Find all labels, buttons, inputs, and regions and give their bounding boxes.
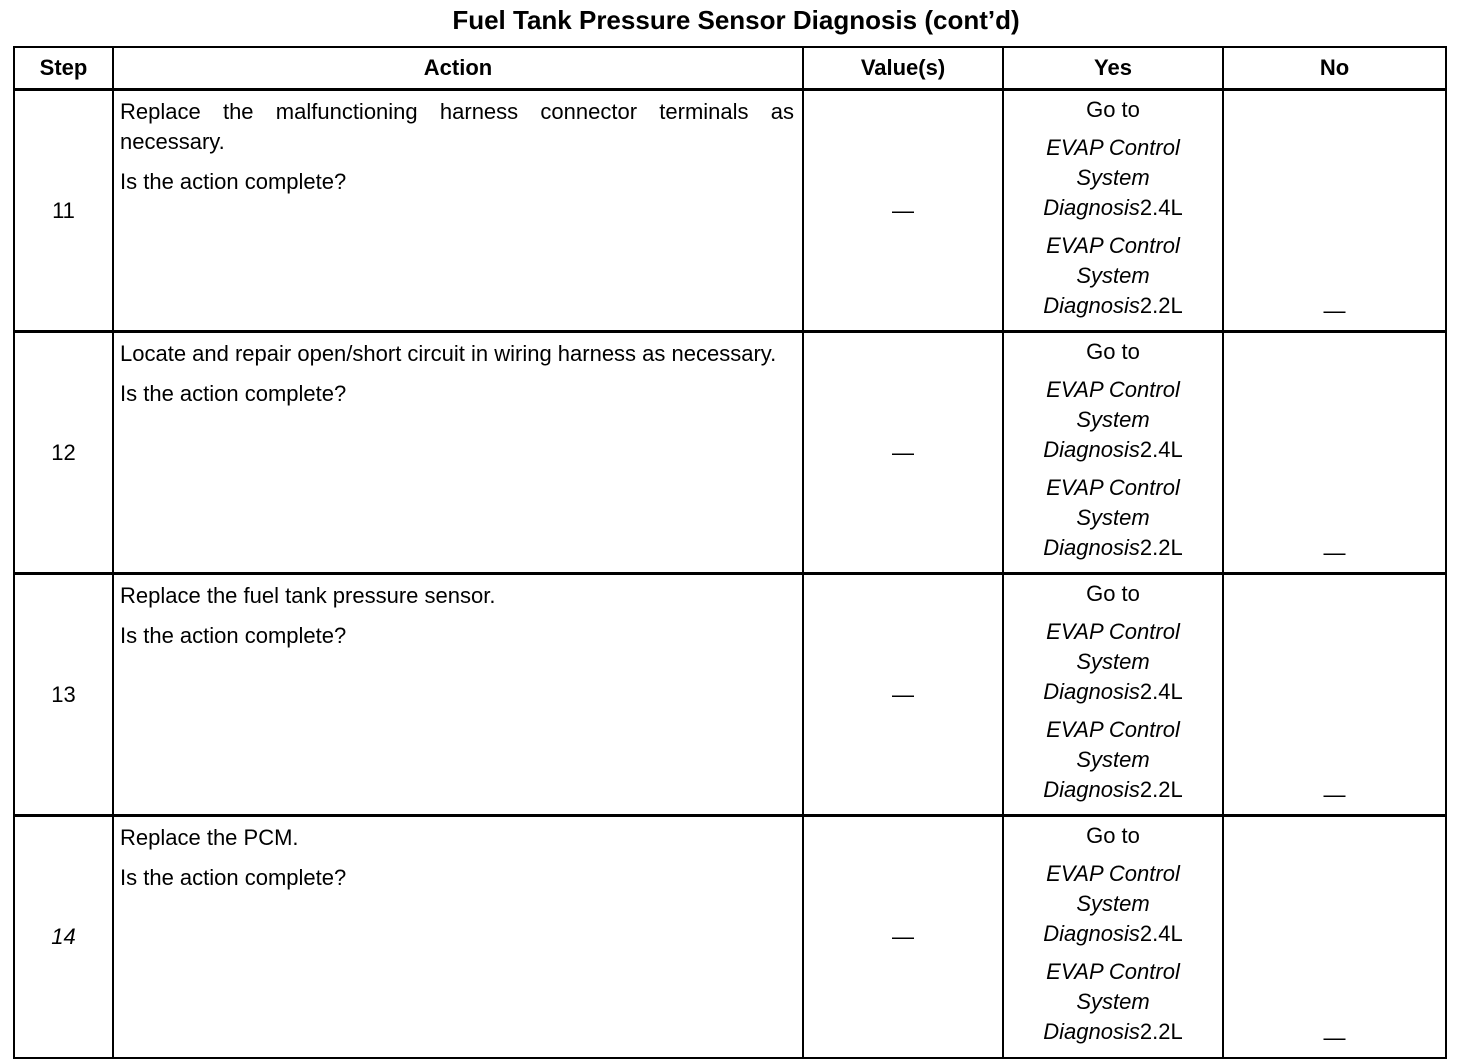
- yes-cell: [1003, 574, 1223, 816]
- evap-reference-link[interactable]: EVAP Control System Diagnosis2.4L: [1043, 861, 1183, 946]
- no-cell: —: [1223, 574, 1446, 816]
- yes-cell: [1003, 816, 1223, 1058]
- go-to-label: Go to: [1086, 97, 1140, 122]
- table-row: [14, 90, 1446, 332]
- column-header-no: No: [1223, 47, 1446, 90]
- no-cell: —: [1223, 816, 1446, 1058]
- go-to-label: Go to: [1086, 823, 1140, 848]
- evap-reference-link[interactable]: EVAP Control System Diagnosis2.4L: [1043, 619, 1183, 704]
- column-header-action: Action: [113, 47, 803, 90]
- value-cell: —: [803, 332, 1003, 574]
- table-header-row: [14, 47, 1446, 90]
- action-cell: [113, 332, 803, 574]
- evap-reference-link[interactable]: EVAP Control System Diagnosis2.2L: [1043, 475, 1183, 560]
- action-text: Replace the PCM.: [120, 825, 299, 850]
- step-number: 14: [14, 816, 113, 1058]
- table-row: [14, 574, 1446, 816]
- action-cell: [113, 90, 803, 332]
- yes-cell: [1003, 90, 1223, 332]
- no-cell: —: [1223, 90, 1446, 332]
- column-header-step: Step: [14, 47, 113, 90]
- go-to-label: Go to: [1086, 339, 1140, 364]
- step-number: 13: [14, 574, 113, 816]
- table-row: [14, 816, 1446, 1058]
- evap-reference-link[interactable]: EVAP Control System Diagnosis2.2L: [1043, 233, 1183, 318]
- table-row: [14, 332, 1446, 574]
- evap-reference-link[interactable]: EVAP Control System Diagnosis2.2L: [1043, 959, 1183, 1044]
- evap-reference-link[interactable]: EVAP Control System Diagnosis2.4L: [1043, 135, 1183, 220]
- go-to-label: Go to: [1086, 581, 1140, 606]
- step-number: 11: [14, 90, 113, 332]
- action-cell: [113, 816, 803, 1058]
- action-question: Is the action complete?: [120, 381, 347, 406]
- action-text: Replace the malfunctioning harness connector terminals as necessary.: [120, 99, 794, 154]
- diagnosis-table: [13, 46, 1447, 1059]
- value-cell: —: [803, 90, 1003, 332]
- action-text: Locate and repair open/short circuit in wiring harness as necessary.: [120, 341, 777, 366]
- action-question: Is the action complete?: [120, 865, 347, 890]
- no-cell: —: [1223, 332, 1446, 574]
- yes-cell: [1003, 332, 1223, 574]
- value-cell: —: [803, 816, 1003, 1058]
- step-number: 12: [14, 332, 113, 574]
- action-question: Is the action complete?: [120, 169, 347, 194]
- value-cell: —: [803, 574, 1003, 816]
- column-header-yes: Yes: [1003, 47, 1223, 90]
- page-title: Fuel Tank Pressure Sensor Diagnosis (cont’d): [452, 5, 1020, 35]
- evap-reference-link[interactable]: EVAP Control System Diagnosis2.4L: [1043, 377, 1183, 462]
- action-question: Is the action complete?: [120, 623, 347, 648]
- column-header-values: Value(s): [803, 47, 1003, 90]
- evap-reference-link[interactable]: EVAP Control System Diagnosis2.2L: [1043, 717, 1183, 802]
- action-text: Replace the fuel tank pressure sensor.: [120, 583, 496, 608]
- action-cell: [113, 574, 803, 816]
